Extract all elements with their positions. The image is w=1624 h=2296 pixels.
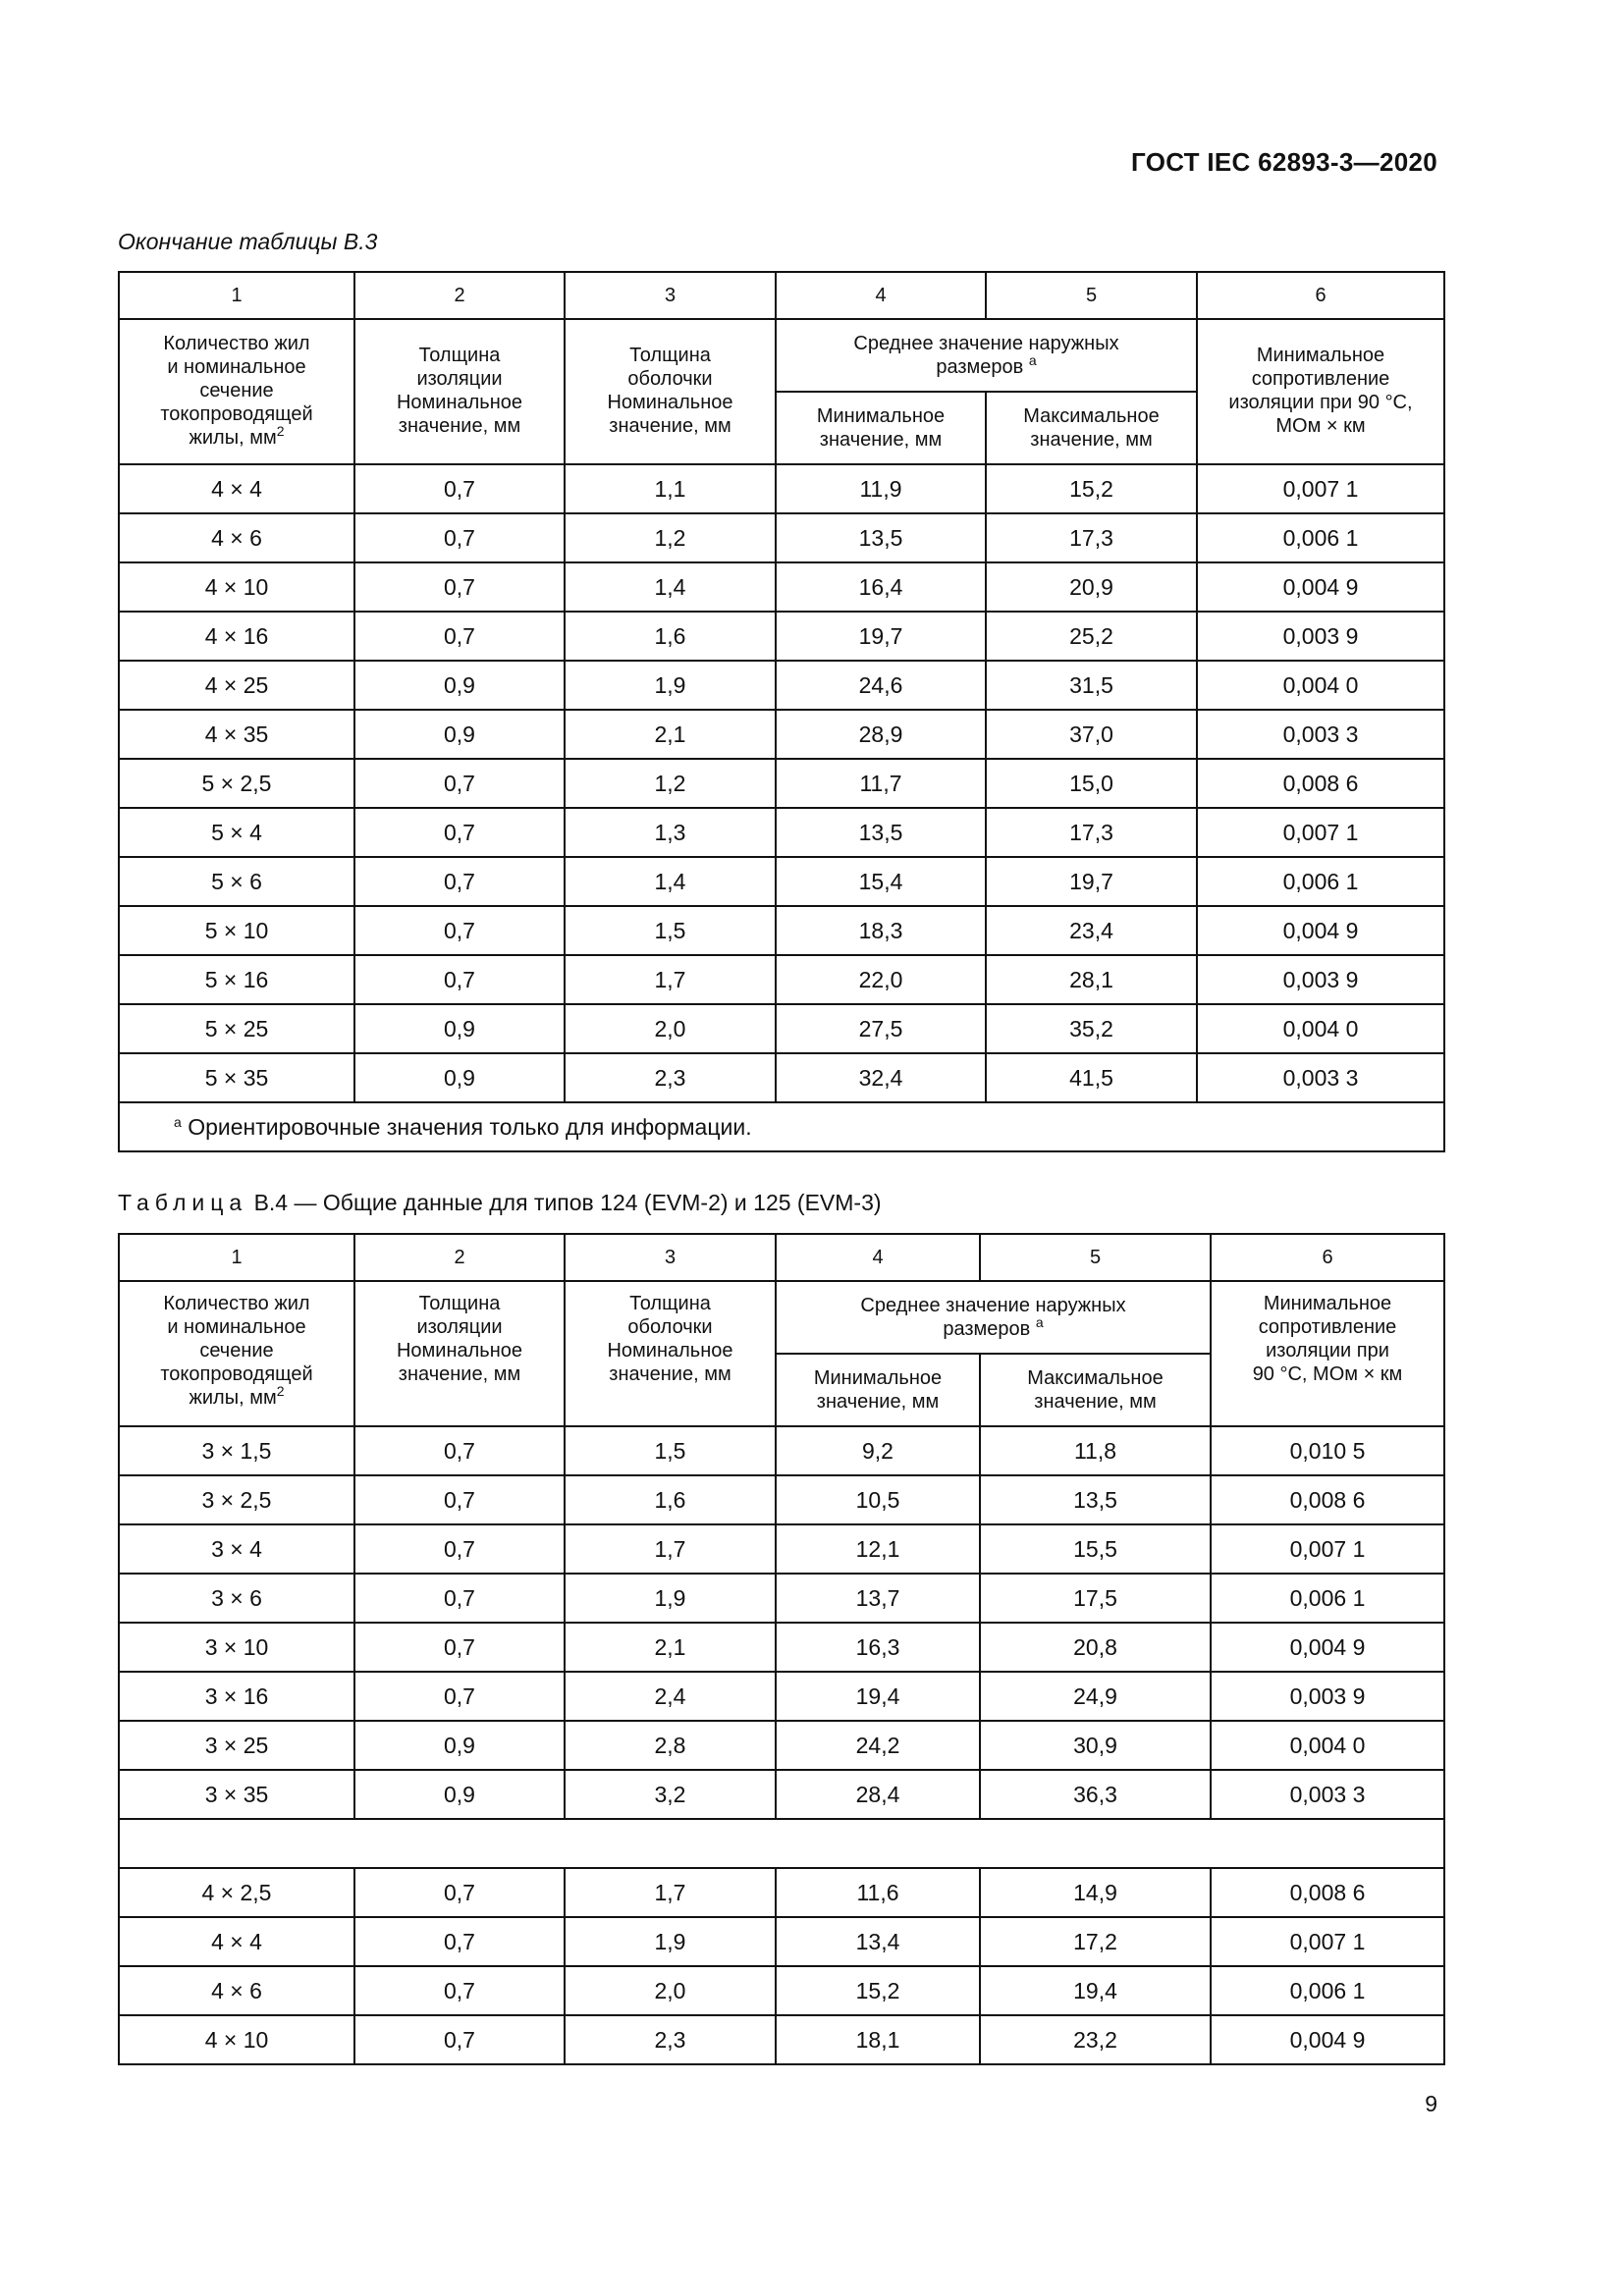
table-cell: 0,003 3 [1197,1053,1444,1102]
table-cell: 23,2 [980,2015,1211,2064]
table-cell: 0,004 9 [1211,2015,1444,2064]
footnote-row [119,1102,1444,1151]
header-max-value: Максимальное значение, мм [980,1354,1211,1426]
table-cell: 11,7 [776,759,986,808]
table-cell: 32,4 [776,1053,986,1102]
table-cell: 0,9 [354,1004,565,1053]
table-cell: 0,006 1 [1197,513,1444,562]
header-max-value: Максимальное значение, мм [986,392,1197,464]
document-standard-number: ГОСТ IEC 62893-3—2020 [1131,147,1437,177]
table-cell: 2,1 [565,1623,776,1672]
table-cell: 18,1 [776,2015,980,2064]
table-row [119,906,1444,955]
header-row-1 [119,1281,1444,1354]
col-number: 6 [1197,272,1444,319]
table-cell: 0,9 [354,1721,565,1770]
table-cell: 4 × 10 [119,562,354,612]
empty-separator-row [119,1819,1444,1868]
table-cell: 1,9 [565,1917,776,1966]
col-number: 2 [354,1234,565,1281]
table-cell: 0,7 [354,513,565,562]
header-mean-overall-dimensions: Среднее значение наружных размеров $^a$ [776,1281,1211,1354]
table-b3-body [119,464,1444,1102]
table-cell: 28,4 [776,1770,980,1819]
table-cell: 2,1 [565,710,776,759]
table-cell: 0,004 0 [1211,1721,1444,1770]
table-cell: 16,4 [776,562,986,612]
table-cell: 0,008 6 [1197,759,1444,808]
table-cell: 13,5 [776,513,986,562]
table-cell: 1,6 [565,612,776,661]
col-number: 5 [980,1234,1211,1281]
table-cell: 0,003 3 [1211,1770,1444,1819]
table-cell: 17,3 [986,808,1197,857]
table-cell: 3 × 4 [119,1524,354,1574]
table-cell: 5 × 6 [119,857,354,906]
table-cell: 3 × 16 [119,1672,354,1721]
table-cell: 5 × 10 [119,906,354,955]
table-cell: 0,003 9 [1197,612,1444,661]
table-label: Таблица [118,1190,248,1215]
table-cell: 36,3 [980,1770,1211,1819]
table-cell: 0,7 [354,1672,565,1721]
table-cell: 0,9 [354,1770,565,1819]
table-cell: 13,5 [980,1475,1211,1524]
col-number: 4 [776,1234,980,1281]
table-cell: 0,7 [354,464,565,513]
table-row [119,1004,1444,1053]
table-row [119,857,1444,906]
header-conductors: Количество жил и номинальное сечение токопроводящей жилы, $мм^2$ [119,319,354,464]
table-row [119,1574,1444,1623]
table-cell: 24,2 [776,1721,980,1770]
table-row [119,808,1444,857]
table-cell: 11,9 [776,464,986,513]
table-cell: 0,008 6 [1211,1475,1444,1524]
table-cell: 15,2 [986,464,1197,513]
col-number: 3 [565,1234,776,1281]
table-cell: 5 × 16 [119,955,354,1004]
table-cell: 0,007 1 [1197,808,1444,857]
header-row-1 [119,319,1444,392]
table-cell: 13,7 [776,1574,980,1623]
header-insulation-thickness: Толщина изоляции Номинальное значение, мм [354,1281,565,1426]
header-insulation-thickness: Толщина изоляции Номинальное значение, мм [354,319,565,464]
table-cell: 10,5 [776,1475,980,1524]
table-row [119,612,1444,661]
table-cell: 2,8 [565,1721,776,1770]
table-cell: 17,5 [980,1574,1211,1623]
table-cell: 2,0 [565,1004,776,1053]
table-cell: 1,4 [565,857,776,906]
table-cell: 16,3 [776,1623,980,1672]
table-cell: 3,2 [565,1770,776,1819]
table-b4 [118,1233,1445,2065]
table-cell: 3 × 25 [119,1721,354,1770]
table-b3 [118,271,1445,1152]
table-cell: 0,7 [354,1623,565,1672]
table-cell: 0,7 [354,2015,565,2064]
table-cell: 1,1 [565,464,776,513]
table-cell: 5 × 2,5 [119,759,354,808]
table-cell: 35,2 [986,1004,1197,1053]
table-cell: 0,004 9 [1197,906,1444,955]
table-b4-caption [118,1190,882,1216]
table-cell: 24,6 [776,661,986,710]
table-cell: 0,7 [354,1524,565,1574]
header-conductors: Количество жил и номинальное сечение токопроводящей жилы, $мм^2$ [119,1281,354,1426]
col-number: 1 [119,1234,354,1281]
table-cell: 41,5 [986,1053,1197,1102]
table-row [119,1053,1444,1102]
header-min-insulation-resistance: Минимальное сопротивление изоляции при 90 °С, МОм × км [1197,319,1444,464]
table-cell: 0,7 [354,1574,565,1623]
table-cell: 0,004 9 [1197,562,1444,612]
table-cell: 1,9 [565,661,776,710]
table-row [119,1475,1444,1524]
table-cell: 0,7 [354,906,565,955]
table-row [119,464,1444,513]
table-cell: 4 × 6 [119,1966,354,2015]
table-cell: 28,1 [986,955,1197,1004]
table-row [119,710,1444,759]
col-number: 2 [354,272,565,319]
table-row [119,562,1444,612]
table-cell: 0,9 [354,710,565,759]
table-cell: 2,3 [565,2015,776,2064]
table-row [119,759,1444,808]
table-cell: 23,4 [986,906,1197,955]
table-cell: 1,9 [565,1574,776,1623]
table-cell: 1,7 [565,955,776,1004]
empty-cell [119,1819,1444,1868]
table-cell: 20,8 [980,1623,1211,1672]
table-cell: 3 × 10 [119,1623,354,1672]
table-cell: 30,9 [980,1721,1211,1770]
table-cell: 0,006 1 [1211,1574,1444,1623]
table-cell: 5 × 35 [119,1053,354,1102]
table-cell: 4 × 25 [119,661,354,710]
table-cell: 0,7 [354,1917,565,1966]
table-row [119,513,1444,562]
table-cell: 31,5 [986,661,1197,710]
table-cell: 5 × 25 [119,1004,354,1053]
table-row [119,1721,1444,1770]
table-cell: 0,007 1 [1211,1917,1444,1966]
col-number: 5 [986,272,1197,319]
table-cell: 0,003 9 [1197,955,1444,1004]
header-min-insulation-resistance: Минимальное сопротивление изоляции при 90 °С, МОм × км [1211,1281,1444,1426]
table-b4-body-4-core [119,1868,1444,2064]
table-cell: 18,3 [776,906,986,955]
table-row [119,1524,1444,1574]
table-cell: 19,7 [986,857,1197,906]
table-cell: 27,5 [776,1004,986,1053]
table-cell: 5 × 4 [119,808,354,857]
table-cell: 1,6 [565,1475,776,1524]
table-cell: 1,5 [565,906,776,955]
table-row [119,1868,1444,1917]
table-cell: 15,5 [980,1524,1211,1574]
table-cell: 0,7 [354,808,565,857]
table-cell: 4 × 4 [119,1917,354,1966]
table-cell: 22,0 [776,955,986,1004]
table-cell: 0,7 [354,562,565,612]
col-number: 3 [565,272,776,319]
table-cell: 0,003 9 [1211,1672,1444,1721]
table-b3-continuation-caption: Окончание таблицы В.3 [118,229,378,254]
table-cell: 3 × 35 [119,1770,354,1819]
header-sheath-thickness: Толщина оболочки Номинальное значение, мм [565,1281,776,1426]
table-cell: 14,9 [980,1868,1211,1917]
table-cell: 2,0 [565,1966,776,2015]
table-cell: 0,004 0 [1197,1004,1444,1053]
table-title: В.4 — Общие данные для типов 124 (EVM-2) и 125 (EVM-3) [253,1190,882,1215]
table-cell: 0,007 1 [1197,464,1444,513]
table-row [119,1426,1444,1475]
header-sheath-thickness: Толщина оболочки Номинальное значение, мм [565,319,776,464]
table-cell: 0,010 5 [1211,1426,1444,1475]
table-row [119,1966,1444,2015]
table-cell: 25,2 [986,612,1197,661]
page-number: 9 [1425,2091,1437,2116]
table-cell: 1,4 [565,562,776,612]
col-number: 4 [776,272,986,319]
table-cell: 1,5 [565,1426,776,1475]
table-cell: 15,0 [986,759,1197,808]
table-cell: 0,7 [354,955,565,1004]
table-cell: 19,4 [776,1672,980,1721]
table-row [119,1672,1444,1721]
table-cell: 4 × 2,5 [119,1868,354,1917]
table-footnote: $^a$ Ориентировочные значения только для информации. [119,1102,1444,1151]
table-cell: 0,7 [354,1966,565,2015]
table-cell: 28,9 [776,710,986,759]
table-cell: 19,4 [980,1966,1211,2015]
table-cell: 12,1 [776,1524,980,1574]
table-cell: 0,7 [354,857,565,906]
table-cell: 24,9 [980,1672,1211,1721]
table-cell: 0,7 [354,1475,565,1524]
table-cell: 0,7 [354,1426,565,1475]
table-cell: 4 × 6 [119,513,354,562]
table-row [119,2015,1444,2064]
table-cell: 37,0 [986,710,1197,759]
table-b4-body-3-core [119,1426,1444,1819]
column-number-row [119,1234,1444,1281]
table-row [119,1770,1444,1819]
header-mean-overall-dimensions: Среднее значение наружных размеров $^a$ [776,319,1197,392]
table-row [119,661,1444,710]
table-cell: 4 × 10 [119,2015,354,2064]
table-cell: 9,2 [776,1426,980,1475]
table-cell: 4 × 16 [119,612,354,661]
table-cell: 4 × 4 [119,464,354,513]
table-cell: 0,7 [354,759,565,808]
table-cell: 4 × 35 [119,710,354,759]
table-cell: 0,9 [354,1053,565,1102]
header-min-value: Минимальное значение, мм [776,392,986,464]
table-cell: 11,6 [776,1868,980,1917]
table-cell: 3 × 1,5 [119,1426,354,1475]
table-cell: 13,4 [776,1917,980,1966]
col-number: 6 [1211,1234,1444,1281]
table-cell: 0,7 [354,1868,565,1917]
column-number-row [119,272,1444,319]
table-cell: 1,7 [565,1868,776,1917]
col-number: 1 [119,272,354,319]
table-cell: 1,3 [565,808,776,857]
table-cell: 0,008 6 [1211,1868,1444,1917]
table-cell: 0,007 1 [1211,1524,1444,1574]
table-cell: 17,3 [986,513,1197,562]
table-cell: 3 × 2,5 [119,1475,354,1524]
table-cell: 2,4 [565,1672,776,1721]
table-cell: 3 × 6 [119,1574,354,1623]
table-cell: 0,9 [354,661,565,710]
table-cell: 15,4 [776,857,986,906]
table-cell: 0,004 9 [1211,1623,1444,1672]
table-cell: 0,006 1 [1197,857,1444,906]
table-cell: 1,2 [565,513,776,562]
table-cell: 0,006 1 [1211,1966,1444,2015]
table-cell: 1,7 [565,1524,776,1574]
table-cell: 1,2 [565,759,776,808]
table-cell: 13,5 [776,808,986,857]
table-row [119,1623,1444,1672]
table-cell: 20,9 [986,562,1197,612]
table-cell: 2,3 [565,1053,776,1102]
table-cell: 0,7 [354,612,565,661]
table-row [119,955,1444,1004]
table-cell: 0,004 0 [1197,661,1444,710]
table-cell: 19,7 [776,612,986,661]
table-cell: 15,2 [776,1966,980,2015]
table-cell: 17,2 [980,1917,1211,1966]
table-cell: 11,8 [980,1426,1211,1475]
table-row [119,1917,1444,1966]
table-cell: 0,003 3 [1197,710,1444,759]
header-min-value: Минимальное значение, мм [776,1354,980,1426]
